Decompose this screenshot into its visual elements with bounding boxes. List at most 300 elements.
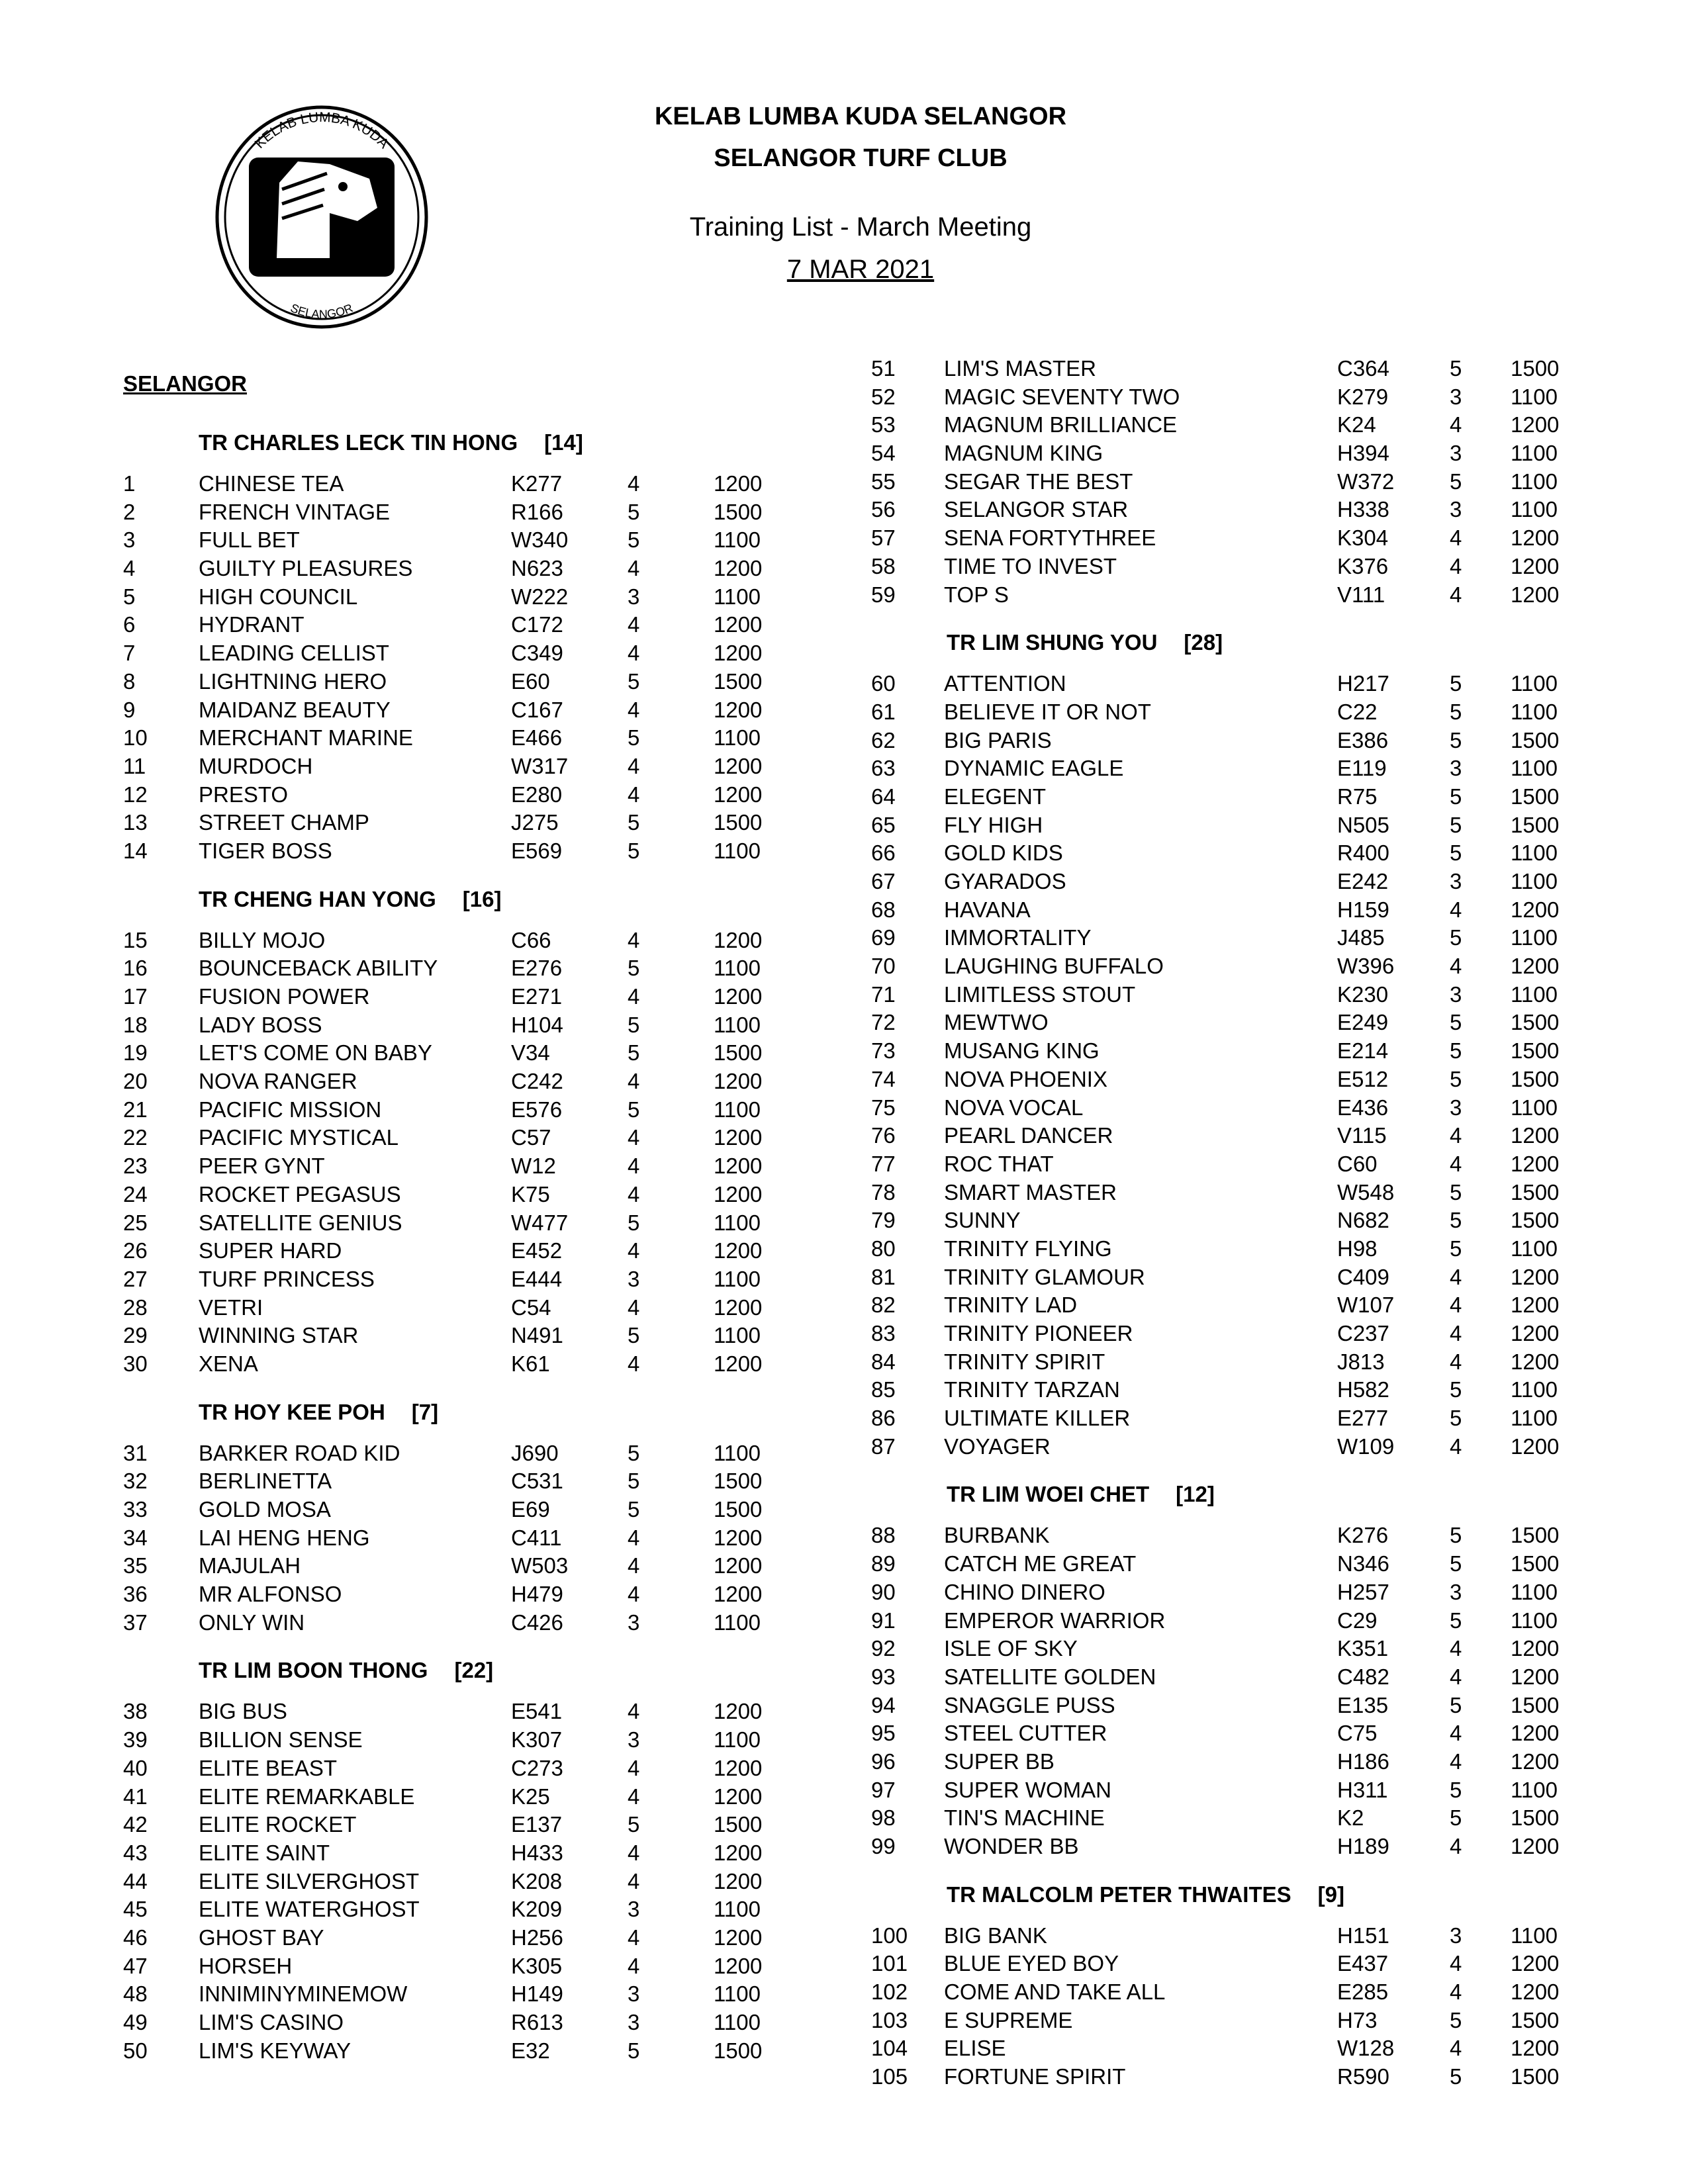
horse-row: [871, 1009, 1599, 1037]
horse-code: H149: [511, 1981, 563, 2007]
horse-row: [871, 1320, 1599, 1348]
horse-code: C242: [511, 1069, 563, 1094]
horse-row: [123, 1181, 818, 1209]
horse-rating-class: 4: [628, 1925, 640, 1950]
svg-text:SELANGOR: [289, 301, 355, 321]
horse-number: 58: [871, 553, 896, 578]
horse-number: 46: [123, 1925, 148, 1950]
race-distance: 1500: [1511, 1010, 1560, 1035]
horse-rating-class: 3: [628, 584, 640, 609]
race-distance: 1200: [714, 1295, 763, 1320]
horse-name: ELISE: [944, 2036, 1006, 2061]
logo-bottom-text: SELANGOR: [288, 301, 355, 321]
horse-row: [871, 1833, 1599, 1861]
horse-rating-class: 5: [1450, 727, 1462, 752]
horse-code: W128: [1337, 2036, 1395, 2061]
race-distance: 1200: [714, 641, 763, 666]
horse-number: 53: [871, 412, 896, 437]
horse-name: SUPER HARD: [199, 1238, 342, 1263]
horse-row: [123, 498, 818, 527]
horse-number: 70: [871, 954, 896, 979]
race-distance: 1200: [1511, 1951, 1560, 1976]
horse-code: W222: [511, 584, 569, 609]
horse-rating-class: 4: [628, 1868, 640, 1893]
horse-row: [123, 1294, 818, 1322]
horse-name: VETRI: [199, 1295, 263, 1320]
horse-rating-class: 5: [628, 956, 640, 981]
horse-name: FLY HIGH: [944, 812, 1043, 837]
horse-code: E249: [1337, 1010, 1389, 1035]
race-distance: 1200: [1511, 954, 1560, 979]
horse-rating-class: 4: [1450, 1151, 1462, 1176]
horse-number: 96: [871, 1749, 896, 1774]
horse-code: E276: [511, 956, 563, 981]
trainer-name: TR LIM SHUNG YOU: [947, 630, 1158, 655]
trainer-heading: [123, 1653, 818, 1688]
horse-row: [123, 837, 818, 866]
horse-code: N491: [511, 1323, 563, 1348]
race-distance: 1200: [714, 1925, 763, 1950]
horse-row: [871, 952, 1599, 981]
horse-number: 33: [123, 1497, 148, 1522]
horse-name: MR ALFONSO: [199, 1582, 342, 1607]
horse-number: 49: [123, 2010, 148, 2034]
trainer-name: TR CHENG HAN YONG: [199, 886, 436, 911]
horse-rating-class: 5: [1450, 699, 1462, 724]
horse-row: [123, 2009, 818, 2037]
horse-row: [123, 1783, 818, 1811]
horse-name: LIM'S KEYWAY: [199, 2038, 352, 2063]
horse-name: LAI HENG HENG: [199, 1525, 370, 1550]
horse-number: 83: [871, 1321, 896, 1345]
horse-code: E69: [511, 1497, 550, 1522]
horse-code: H73: [1337, 2007, 1378, 2032]
horse-number: 87: [871, 1433, 896, 1459]
horse-code: H256: [511, 1925, 563, 1950]
horse-code: J690: [511, 1440, 559, 1465]
horse-row: [871, 754, 1599, 783]
horse-row: [871, 1235, 1599, 1263]
horse-name: FRENCH VINTAGE: [199, 499, 391, 524]
horse-name: TRINITY GLAMOUR: [944, 1264, 1145, 1289]
horse-rating-class: 5: [628, 838, 640, 863]
race-distance: 1200: [1511, 525, 1560, 551]
horse-name: BIG PARIS: [944, 727, 1052, 752]
horse-rating-class: 4: [628, 641, 640, 666]
race-distance: 1100: [1511, 981, 1558, 1007]
race-distance: 1500: [1511, 2064, 1560, 2089]
horse-rating-class: 4: [628, 1784, 640, 1809]
horse-rating-class: 4: [628, 1953, 640, 1978]
race-distance: 1100: [714, 1727, 761, 1752]
horse-name: MAGNUM BRILLIANCE: [944, 412, 1178, 437]
horse-rating-class: 4: [1450, 2036, 1462, 2061]
horse-rating-class: 4: [1450, 412, 1462, 437]
race-distance: 1200: [1511, 1721, 1560, 1746]
club-name-english: SELANGOR TURF CLUB: [714, 144, 1008, 172]
race-distance: 1500: [1511, 1208, 1560, 1233]
horse-row: [871, 924, 1599, 952]
horse-number: 25: [123, 1210, 148, 1235]
race-distance: 1100: [1511, 869, 1558, 893]
horse-number: 40: [123, 1755, 148, 1780]
horse-name: STREET CHAMP: [199, 810, 369, 835]
horse-number: 3: [123, 527, 136, 553]
horse-number: 99: [871, 1834, 896, 1858]
section-gap: [123, 866, 818, 882]
horse-name: PEARL DANCER: [944, 1123, 1113, 1148]
race-distance: 1200: [1511, 2036, 1560, 2061]
horse-rating-class: 5: [628, 2038, 640, 2063]
horse-number: 63: [871, 756, 896, 781]
horse-code: E242: [1337, 869, 1389, 893]
horse-name: ATTENTION: [944, 671, 1066, 696]
horse-code: J485: [1337, 925, 1385, 950]
trainer-horse-count: [14]: [544, 430, 583, 455]
horse-number: 20: [123, 1069, 148, 1094]
horse-name: PACIFIC MYSTICAL: [199, 1125, 399, 1150]
horse-name: E SUPREME: [944, 2007, 1073, 2032]
horse-number: 77: [871, 1151, 896, 1176]
horse-rating-class: 4: [1450, 1721, 1462, 1746]
horse-rating-class: 4: [628, 1582, 640, 1607]
horse-name: SUPER BB: [944, 1749, 1055, 1774]
horse-rating-class: 3: [1450, 1579, 1462, 1604]
horse-row: [123, 1698, 818, 1726]
trainer-horse-count: [16]: [462, 886, 502, 911]
horse-rating-class: 4: [628, 1238, 640, 1263]
horse-rating-class: 3: [1450, 981, 1462, 1007]
horse-number: 105: [871, 2064, 908, 2089]
horse-code: K75: [511, 1181, 550, 1206]
horse-number: 39: [123, 1727, 148, 1752]
race-distance: 1200: [714, 753, 763, 778]
race-distance: 1200: [1511, 1979, 1560, 2005]
horse-code: R166: [511, 499, 563, 524]
horse-number: 10: [123, 725, 148, 751]
race-distance: 1100: [1511, 925, 1558, 950]
horse-row: [871, 411, 1599, 439]
horse-code: K208: [511, 1868, 563, 1893]
horse-number: 43: [123, 1840, 148, 1865]
horse-number: 81: [871, 1264, 896, 1289]
horse-rating-class: 4: [1450, 1951, 1462, 1976]
horse-code: C273: [511, 1755, 563, 1780]
horse-name: SMART MASTER: [944, 1179, 1117, 1205]
trainer-heading: [871, 625, 1599, 660]
horse-row: [871, 1719, 1599, 1748]
horse-number: 78: [871, 1179, 896, 1205]
horse-row: [871, 1804, 1599, 1833]
horse-name: LAUGHING BUFFALO: [944, 954, 1164, 979]
horse-number: 24: [123, 1181, 148, 1206]
trainer-name: TR CHARLES LECK TIN HONG: [199, 430, 518, 455]
horse-code: E576: [511, 1097, 563, 1122]
horse-row: [871, 1150, 1599, 1179]
horse-name: ELITE SAINT: [199, 1840, 330, 1865]
horse-number: 79: [871, 1208, 896, 1233]
race-distance: 1100: [714, 1981, 761, 2007]
race-distance: 1500: [714, 668, 763, 694]
horse-rating-class: 5: [1450, 1777, 1462, 1802]
horse-code: K24: [1337, 412, 1376, 437]
race-distance: 1100: [1511, 469, 1558, 494]
horse-number: 32: [123, 1469, 148, 1494]
horse-code: J813: [1337, 1349, 1385, 1374]
horse-row: [871, 868, 1599, 896]
horse-name: ELEGENT: [944, 784, 1047, 809]
horse-number: 54: [871, 441, 896, 466]
horse-row: [871, 811, 1599, 840]
race-distance: 1200: [1511, 1749, 1560, 1774]
horse-number: 15: [123, 927, 148, 952]
horse-number: 8: [123, 668, 136, 694]
horse-code: W12: [511, 1154, 556, 1179]
horse-number: 66: [871, 841, 896, 866]
race-distance: 1100: [1511, 384, 1558, 409]
horse-name: PACIFIC MISSION: [199, 1097, 382, 1122]
horse-name: GHOST BAY: [199, 1925, 324, 1950]
horse-row: [123, 724, 818, 752]
horse-number: 93: [871, 1664, 896, 1689]
horse-name: MAGNUM KING: [944, 441, 1103, 466]
horse-number: 92: [871, 1636, 896, 1661]
horse-row: [123, 470, 818, 498]
race-distance: 1100: [714, 584, 761, 609]
horse-number: 4: [123, 556, 136, 581]
horse-number: 16: [123, 956, 148, 981]
meeting-date: 7 MAR 2021: [786, 255, 935, 284]
horse-code: R590: [1337, 2064, 1389, 2089]
trainer-horse-count: [12]: [1176, 1482, 1215, 1507]
horse-row: [123, 1924, 818, 1952]
horse-rating-class: 5: [628, 1210, 640, 1235]
race-distance: 1200: [1511, 412, 1560, 437]
horse-row: [123, 1467, 818, 1496]
horse-name: SUNNY: [944, 1208, 1021, 1233]
horse-number: 51: [871, 356, 896, 381]
horse-code: K276: [1337, 1523, 1389, 1548]
horse-number: 50: [123, 2038, 148, 2063]
horse-rating-class: 4: [628, 471, 640, 496]
trainer-heading: [123, 425, 818, 461]
horse-code: E541: [511, 1699, 563, 1724]
horse-code: E60: [511, 668, 550, 694]
horse-code: V115: [1337, 1123, 1387, 1148]
race-distance: 1500: [714, 1469, 763, 1494]
horse-name: LEADING CELLIST: [199, 641, 389, 666]
horse-name: LIM'S MASTER: [944, 356, 1097, 381]
horse-row: [871, 1179, 1599, 1207]
horse-name: BOUNCEBACK ABILITY: [199, 956, 438, 981]
horse-rating-class: 5: [1450, 1236, 1462, 1261]
horse-row: [871, 1066, 1599, 1094]
trainer-name: TR HOY KEE POH: [199, 1399, 385, 1424]
horse-number: 48: [123, 1981, 148, 2007]
horse-number: 104: [871, 2036, 908, 2061]
race-distance: 1200: [714, 1525, 763, 1550]
horse-rating-class: 4: [1450, 582, 1462, 607]
horse-rating-class: 5: [1450, 1406, 1462, 1431]
race-distance: 1100: [1511, 1579, 1558, 1604]
horse-rating-class: 5: [1450, 812, 1462, 837]
horse-rating-class: 3: [1450, 384, 1462, 409]
race-distance: 1200: [714, 1840, 763, 1865]
race-distance: 1500: [714, 2038, 763, 2063]
horse-code: W548: [1337, 1179, 1395, 1205]
horse-row: [871, 439, 1599, 468]
horse-number: 98: [871, 1805, 896, 1831]
horse-name: SNAGGLE PUSS: [944, 1692, 1115, 1717]
horse-name: NOVA PHOENIX: [944, 1066, 1107, 1091]
horse-rating-class: 5: [1450, 1179, 1462, 1205]
race-distance: 1100: [1511, 1923, 1558, 1948]
race-distance: 1200: [714, 984, 763, 1009]
horse-number: 9: [123, 697, 136, 722]
race-distance: 1100: [1511, 1236, 1558, 1261]
horse-rating-class: 4: [628, 1351, 640, 1376]
horse-number: 38: [123, 1699, 148, 1724]
race-distance: 1100: [1511, 1377, 1558, 1402]
horse-number: 2: [123, 499, 136, 524]
horse-code: E569: [511, 838, 563, 863]
horse-rating-class: 3: [628, 1610, 640, 1635]
race-distance: 1100: [1511, 841, 1558, 866]
horse-rating-class: 3: [628, 1897, 640, 1922]
horse-rating-class: 5: [628, 1469, 640, 1494]
horse-rating-class: 4: [1450, 1349, 1462, 1374]
horse-row: [123, 1868, 818, 1896]
horse-rating-class: 4: [628, 1755, 640, 1780]
horse-number: 29: [123, 1323, 148, 1348]
horse-name: XENA: [199, 1351, 258, 1376]
horse-rating-class: 5: [628, 1440, 640, 1465]
horse-code: N682: [1337, 1208, 1389, 1233]
horse-rating-class: 4: [628, 1840, 640, 1865]
horse-number: 52: [871, 384, 896, 409]
trainer-horse-count: [7]: [411, 1399, 439, 1424]
section-gap: [871, 1861, 1599, 1877]
horse-code: W317: [511, 753, 569, 778]
horse-code: C172: [511, 612, 563, 637]
horse-name: BIG BANK: [944, 1923, 1047, 1948]
horse-head-icon: [213, 105, 430, 330]
horse-number: 55: [871, 469, 896, 494]
horse-row: [123, 1237, 818, 1265]
horse-code: K2: [1337, 1805, 1364, 1831]
region-heading: SELANGOR: [123, 371, 248, 396]
horse-number: 31: [123, 1440, 148, 1465]
horse-number: 17: [123, 984, 148, 1009]
horse-row: [123, 1524, 818, 1553]
horse-number: 45: [123, 1897, 148, 1922]
section-gap: [871, 609, 1599, 625]
horse-row: [123, 696, 818, 725]
horse-rating-class: 4: [1450, 1636, 1462, 1661]
horse-code: K25: [511, 1784, 550, 1809]
race-distance: 1200: [1511, 1151, 1560, 1176]
horse-number: 5: [123, 584, 136, 609]
horse-name: MURDOCH: [199, 753, 313, 778]
trainer-heading: [123, 1394, 818, 1430]
horse-name: BARKER ROAD KID: [199, 1440, 400, 1465]
horse-code: E285: [1337, 1979, 1389, 2005]
horse-code: H189: [1337, 1834, 1389, 1858]
horse-number: 47: [123, 1953, 148, 1978]
horse-rating-class: 4: [1450, 1834, 1462, 1858]
horse-name: TRINITY PIONEER: [944, 1321, 1133, 1345]
horse-code: C349: [511, 641, 563, 666]
race-distance: 1200: [714, 1351, 763, 1376]
race-distance: 1500: [1511, 1805, 1560, 1831]
horse-rating-class: 5: [1450, 1551, 1462, 1576]
horse-name: DYNAMIC EAGLE: [944, 756, 1124, 781]
race-distance: 1100: [1511, 1095, 1558, 1120]
horse-row: [123, 1839, 818, 1868]
horse-name: MAJULAH: [199, 1553, 301, 1578]
horse-code: W372: [1337, 469, 1395, 494]
horse-row: [871, 1037, 1599, 1066]
race-distance: 1500: [1511, 727, 1560, 752]
race-distance: 1500: [714, 1812, 763, 1837]
horse-code: H98: [1337, 1236, 1378, 1261]
horse-code: E119: [1337, 756, 1387, 781]
horse-row: [871, 896, 1599, 925]
horse-row: [871, 496, 1599, 524]
race-distance: 1200: [1511, 1349, 1560, 1374]
horse-number: 27: [123, 1266, 148, 1291]
horse-name: LADY BOSS: [199, 1012, 322, 1037]
horse-name: MAGIC SEVENTY TWO: [944, 384, 1180, 409]
horse-row: [871, 383, 1599, 412]
horse-row: [871, 1663, 1599, 1692]
horse-number: 65: [871, 812, 896, 837]
horse-row: [871, 1607, 1599, 1635]
horse-name: CHINO DINERO: [944, 1579, 1105, 1604]
horse-number: 37: [123, 1610, 148, 1635]
horse-number: 44: [123, 1868, 148, 1893]
trainer-horse-count: [9]: [1317, 1882, 1344, 1907]
horse-rating-class: 4: [628, 1295, 640, 1320]
horse-name: TURF PRINCESS: [199, 1266, 375, 1291]
race-distance: 1500: [1511, 1551, 1560, 1576]
horse-number: 7: [123, 641, 136, 666]
horse-code: C54: [511, 1295, 551, 1320]
race-distance: 1200: [714, 1069, 763, 1094]
horse-number: 19: [123, 1040, 148, 1066]
horse-number: 34: [123, 1525, 148, 1550]
horse-number: 67: [871, 869, 896, 893]
horse-rating-class: 5: [1450, 1010, 1462, 1035]
horse-row: [123, 752, 818, 781]
horse-code: K61: [511, 1351, 550, 1376]
horse-number: 61: [871, 699, 896, 724]
race-distance: 1100: [714, 2010, 761, 2034]
trainer-heading: [871, 1877, 1599, 1913]
horse-name: CHINESE TEA: [199, 471, 344, 496]
horse-name: ELITE SILVERGHOST: [199, 1868, 420, 1893]
horse-name: VOYAGER: [944, 1433, 1051, 1459]
race-distance: 1200: [1511, 897, 1560, 922]
horse-number: 102: [871, 1979, 908, 2005]
horse-rating-class: 5: [1450, 925, 1462, 950]
horse-code: K376: [1337, 553, 1389, 578]
horse-name: TRINITY FLYING: [944, 1236, 1112, 1261]
horse-name: ULTIMATE KILLER: [944, 1406, 1131, 1431]
horse-name: FORTUNE SPIRIT: [944, 2064, 1126, 2089]
horse-row: [871, 981, 1599, 1009]
horse-row: [123, 1011, 818, 1040]
